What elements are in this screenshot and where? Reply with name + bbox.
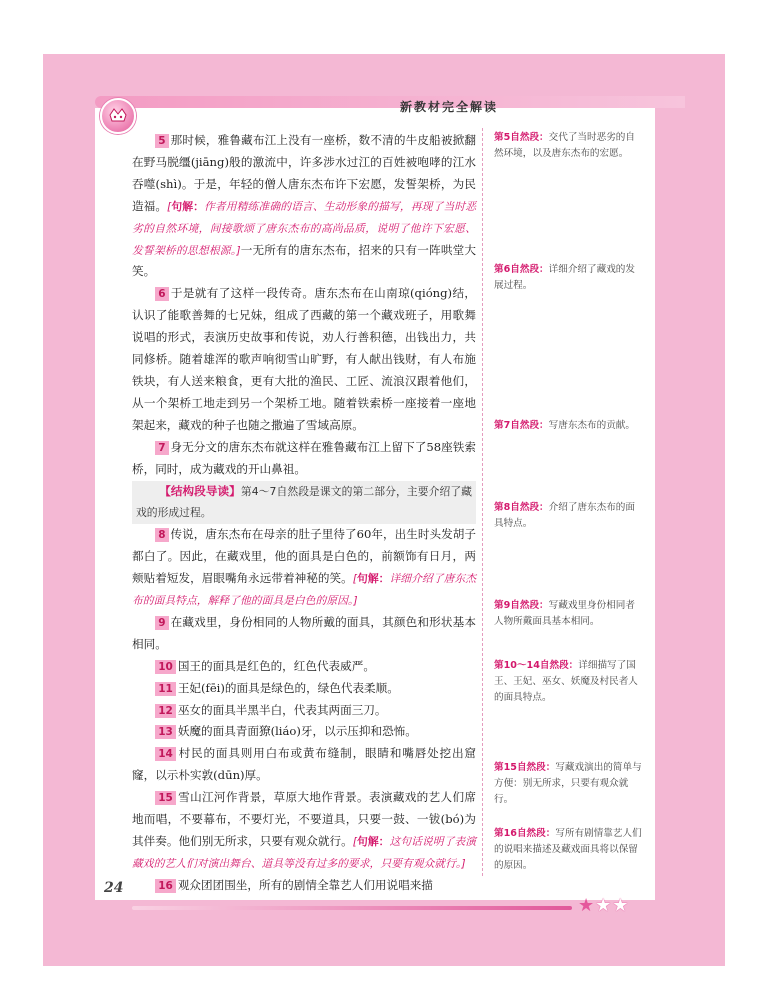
paragraph-text: 村民的面具则用白布或黄布缝制，眼睛和嘴唇处挖出窟窿，以示朴实敦(dūn)厚。 <box>132 746 476 783</box>
paragraph-7 <box>132 437 476 481</box>
paragraph-13 <box>132 721 476 743</box>
paragraph-text: 身无分文的唐东杰布就这样在雅鲁藏布江上留下了58座铁索桥，同时，成为藏戏的开山鼻祖。 <box>132 439 476 476</box>
paragraph-number: 8 <box>155 528 168 542</box>
side-note-15: 第15自然段：写藏戏演出的简单与方便：别无所求，只要有观众就行。 <box>494 762 642 805</box>
paragraph-text: 那时候，雅鲁藏布江上没有一座桥，数不清的牛皮船被掀翻在野马脱缰(jiāng)般的激流中，许多涉水过江的百姓被咆哮的江水吞噬(shì)。于是，年轻的僧人唐东杰布许下宏愿，发誓架桥，为民造福。 <box>132 133 476 213</box>
paragraph-number: 14 <box>155 747 176 761</box>
side-note-6: 第6自然段：详细介绍了藏戏的发展过程。 <box>494 264 635 291</box>
paragraph-number: 12 <box>155 704 176 718</box>
star-empty-icon: ★ <box>595 895 613 916</box>
structure-guide-label: 【结构段导读】 <box>159 483 241 498</box>
structure-guide-text: 第4～7自然段是课文的第二部分，主要介绍了藏戏的形成过程。 <box>136 484 472 520</box>
side-note-10-14: 第10～14自然段：详细描写了国王、王妃、巫女、妖魔及村民者人的面具特点。 <box>494 660 638 703</box>
paragraph-number: 5 <box>155 134 168 148</box>
paragraph-number: 16 <box>155 879 176 893</box>
paragraph-text: 于是就有了这样一段传奇。唐东杰布在山南琼(qióng)结，认识了能歌善舞的七兄妹，组成了西藏的第一个藏戏班子，用歌舞说唱的形式，表演历史故事和传说，劝人行善积德，出钱出力，共同修桥。随着雄浑的歌声响彻雪山旷野，有人献出钱财，有人布施铁块，有人送来粮食，更有大批的渔民、工匠、流浪汉跟着他们，从一个架桥工地走到另一个架桥工地。随着铁索桥一座接着一座地架起来，藏戏的种子也随之撒遍了雪域高原。 <box>132 286 476 432</box>
side-note-16: 第16自然段：写所有剧情靠艺人们的说唱来描述及藏戏面具将以保留的原因。 <box>494 828 642 871</box>
header-band <box>95 96 685 108</box>
paragraph-14 <box>132 743 476 787</box>
page-number: 24 <box>104 880 124 896</box>
sentence-note: [句解：详细介绍了唐东杰布的面具特点，解释了他的面具是白色的原因。] <box>132 572 477 608</box>
paragraph-text: 传说，唐东杰布在母亲的肚子里待了60年，出生时头发胡子都白了。因此，在藏戏里，他的面具是白色的，前额饰有日月，两颊贴着短发，眉眼嘴角永远带着神秘的笑。 <box>132 527 476 586</box>
paragraph-16 <box>132 875 476 897</box>
side-note-5: 第5自然段：交代了当时恶劣的自然环境，以及唐东杰布的宏愿。 <box>494 132 635 159</box>
star-filled-icon: ★ <box>578 895 596 916</box>
paragraph-number: 6 <box>155 287 168 301</box>
side-note-8: 第8自然段：介绍了唐东杰布的面具特点。 <box>494 502 635 529</box>
paragraph-text-tail: 一无所有的唐东杰布，招来的只有一阵哄堂大笑。 <box>132 242 476 279</box>
paragraph-number: 10 <box>155 660 176 674</box>
paragraph-number: 15 <box>155 791 176 805</box>
paragraph-12 <box>132 700 476 722</box>
paragraph-6 <box>132 283 476 436</box>
paragraph-text: 妖魔的面具青面獠(liáo)牙，以示压抑和恐怖。 <box>177 724 417 739</box>
structure-guide <box>132 481 476 525</box>
paragraph-number: 13 <box>155 725 176 739</box>
paragraph-text: 观众团团围坐，所有的剧情全靠艺人们用说唱来描 <box>177 877 433 892</box>
footer-rule <box>132 906 572 910</box>
paragraph-9 <box>132 612 476 656</box>
paragraph-text: 国王的面具是红色的，红色代表威严。 <box>177 658 375 673</box>
paragraph-number: 11 <box>155 682 176 696</box>
paragraph-text: 在藏戏里，身份相同的人物所戴的面具，其颜色和形状基本相同。 <box>132 614 476 651</box>
main-text-column <box>132 130 476 897</box>
paragraph-number: 9 <box>155 616 168 630</box>
paragraph-text: 王妃(fēi)的面具是绿色的，绿色代表柔顺。 <box>177 680 399 695</box>
side-note-9: 第9自然段：写藏戏里身份相同者人物所戴面具基本相同。 <box>494 600 635 627</box>
paragraph-text: 巫女的面具半黑半白，代表其两面三刀。 <box>177 702 387 717</box>
column-divider <box>482 128 483 876</box>
sentence-note: [句解：作者用精练准确的语言、生动形象的描写，再现了当时恶劣的自然环境，间接歌颂了唐东杰布的高尚品质，说明了他许下宏愿、发誓架桥的思想根源。] <box>132 199 477 257</box>
paragraph-10 <box>132 656 476 678</box>
difficulty-stars <box>578 895 629 916</box>
paragraph-5 <box>132 130 476 283</box>
paragraph-text: 雪山江河作背景，草原大地作背景。表演藏戏的艺人们席地而唱，不要幕布，不要灯光，不要道具，只要一鼓、一钹(bó)为其伴奏。他们别无所求，只要有观众就行。 <box>132 790 476 848</box>
paragraph-number: 7 <box>155 441 168 455</box>
side-note-7: 第7自然段：写唐东杰布的贡献。 <box>494 420 635 431</box>
book-logo-icon <box>100 98 136 134</box>
paragraph-8 <box>132 524 476 612</box>
star-empty-icon: ★ <box>612 895 630 916</box>
header-title: 新教材完全解读 <box>400 100 499 114</box>
sentence-note: [句解：这句话说明了表演藏戏的艺人们对演出舞台、道具等没有过多的要求，只要有观众就行。] <box>132 835 477 870</box>
paragraph-15 <box>132 787 476 875</box>
paragraph-11 <box>132 678 476 700</box>
